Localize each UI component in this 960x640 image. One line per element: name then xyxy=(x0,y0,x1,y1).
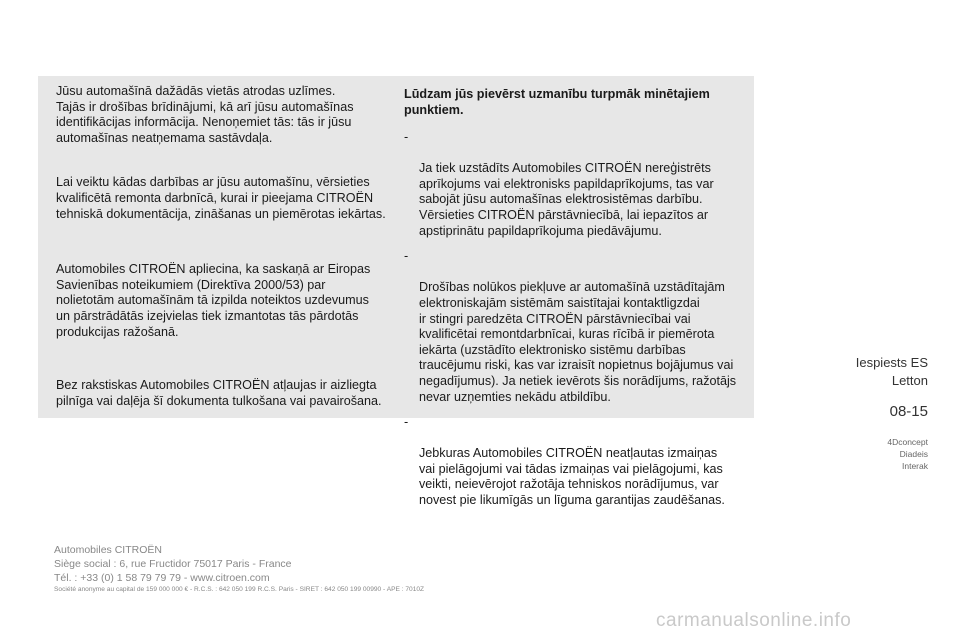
bullet-dash: - xyxy=(404,415,409,430)
workshop-paragraph: Lai veiktu kādas darbības ar jūsu automašīnu, vērsieties kvalificētā remonta darbnīcā, kurai ir pieejama CITROËN tehniskā dokumentācija, zināšanas un piemērotas iekārtas. xyxy=(56,175,386,221)
production-credits: 4Dconcept Diadeis Interak xyxy=(887,437,928,471)
list-item xyxy=(404,415,748,509)
list-item-text: Drošības nolūkos piekļuve ar automašīnā uzstādītajām elektroniskajām sistēmām saistītajai kontaktligzdai ir stingri paredzēta CITROËN pārstāvniecībai vai kvalificētai remontdarbnīcai, kuras rīcībā ir piemērota iekārta (uzstādīto elektronisko sistēmu darbības traucējumu riski, kas var izraisīt nopietnus bojājumus vai negadījumus). Ja netiek ievērots šis norādījums, ražotājs nevar uzņemties nekādu atbildību. xyxy=(419,280,737,404)
list-item-text: Ja tiek uzstādīts Automobiles CITROËN nereģistrēts aprīkojums vai elektronisks papildaprīkojums, tas var sabojāt jūsu automašīnas elektrosistēmas darbību. Vērsieties CITROËN pārstāvniecībā, lai iepazītos ar apstiprinātu papildaprīkojuma piedāvājumu. xyxy=(419,161,714,238)
left-column xyxy=(56,84,396,409)
watermark: carmanualsonline.info xyxy=(656,610,852,631)
footer-contact: Tél. : +33 (0) 1 58 79 79 79 - www.citroen.com xyxy=(54,572,270,584)
list-item xyxy=(404,249,748,405)
labels-paragraph: Jūsu automašīnā dažādās vietās atrodas uzlīmes. Tajās ir drošības brīdinājumi, kā arī jūsu automašīnas identifikācijas informācija. Nenoņemiet tās: tās ir jūsu automašīnas neatņemama sastāvdaļa. xyxy=(56,84,354,145)
footer xyxy=(54,543,424,595)
footer-company: Automobiles CITROËN xyxy=(54,544,162,556)
copyright-paragraph: Bez rakstiskas Automobiles CITROËN atļaujas ir aizliegta pilnīga vai daļēja šī dokumenta tulkošana vai pavairošana. xyxy=(56,378,382,408)
list-item xyxy=(404,130,748,239)
print-location: Iespiests ES Letton xyxy=(855,355,928,388)
attention-heading: Lūdzam jūs pievērst uzmanību turpmāk minētajiem punktiem. xyxy=(404,87,710,117)
footer-address: Siège social : 6, rue Fructidor 75017 Paris - France xyxy=(54,558,292,570)
recycling-paragraph: Automobiles CITROËN apliecina, ka saskaņā ar Eiropas Savienības noteikumiem (Direktīva 2000/53) par nolietotām automašīnām tā izpilda noteiktos uzdevumus un pārstrādātās izejvielas tiek izmantotas tās pārdotās produkcijas ražošanā. xyxy=(56,262,371,339)
right-column xyxy=(404,86,748,519)
footer-legal: Société anonyme au capital de 159 000 000 € - R.C.S. : 642 050 199 R.C.S. Paris - SIRET : 642 050 199 00990 - APE : 7010Z xyxy=(54,586,425,593)
list-item-text: Jebkuras Automobiles CITROËN neatļautas izmaiņas vai pielāgojumi vai tādas izmaiņas vai pielāgojumi, kas veikti, neievērojot ražotāja tehniskos norādījumus, var novest pie likumīgās un līguma garantijas zaudēšanas. xyxy=(419,446,725,508)
page-number: 08-15 xyxy=(889,403,928,420)
bullet-dash: - xyxy=(404,130,409,144)
bullet-dash: - xyxy=(404,249,409,264)
